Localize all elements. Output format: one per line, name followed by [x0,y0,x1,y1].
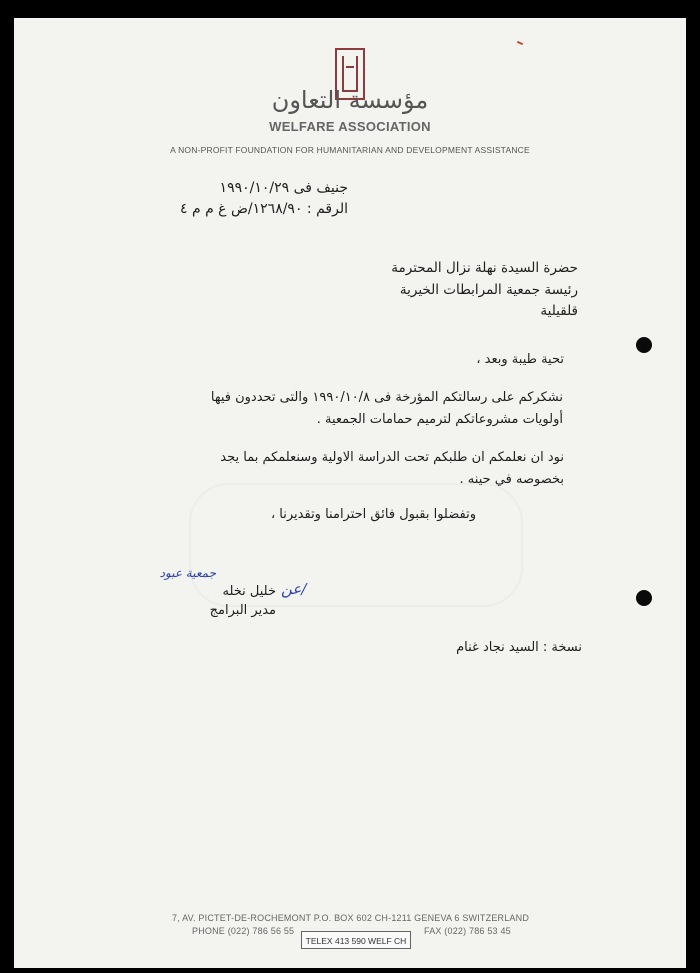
paragraph-1-line-2: أولويات مشروعاتكم لترميم حمامات الجمعية . [316,412,563,427]
footer-phone: PHONE (022) 786 56 55 [192,926,295,936]
footer-address: 7, AV. PICTET-DE-ROCHEMONT P.O. BOX 602 CH-1211 GENEVA 6 SWITZERLAND [172,913,530,923]
logo-english-name: WELFARE ASSOCIATION [269,119,431,134]
letter-page [14,18,686,968]
signatory-title: مدير البرامج [209,603,276,618]
paragraph-2-line-1: نود ان نعلمكم ان طلبكم تحت الدراسة الاولية وسنعلمكم بما يجد [220,450,564,465]
letterhead-tagline: A NON-PROFIT FOUNDATION FOR HUMANITARIAN AND DEVELOPMENT ASSISTANCE [170,145,530,155]
footer-fax: FAX (022) 786 53 45 [424,926,511,936]
closing-line: وتفضلوا بقبول فائق احترامنا وتقديرنا ، [270,507,476,522]
paragraph-2-line-2: بخصوصه في حينه . [459,472,564,487]
red-mark [517,41,523,45]
copy-recipient-line: نسخة : السيد نجاد غنام [456,640,582,655]
handwritten-signature-mark: عن/ [281,580,307,598]
paragraph-1-line-1: نشكركم على رسالتكم المؤرخة فى ١٩٩٠/١٠/٨ والتى تحددون فيها [210,390,563,405]
punch-hole-top [636,337,652,353]
date-line: جنيف فى ١٩٩٠/١٠/٢٩ [219,180,348,196]
logo-arabic-name: مؤسسة التعاون [271,86,429,114]
greeting: تحية طيبة وبعد ، [476,352,564,367]
punch-hole-bottom [636,590,652,606]
signatory-name: خليل نخله [222,584,276,599]
recipient-line-2: رئيسة جمعية المرابطات الخيرية [399,282,578,298]
reference-line: الرقم : ١٢٦٨/٩٠/ض غ م م ٤ [179,201,348,217]
recipient-line-1: حضرة السيدة نهلة نزال المحترمة [391,260,578,276]
recipient-line-3: قلقيلية [540,303,578,319]
footer-telex: TELEX 413 590 WELF CH [301,931,411,949]
handwritten-note: جمعية عبود [159,566,216,580]
